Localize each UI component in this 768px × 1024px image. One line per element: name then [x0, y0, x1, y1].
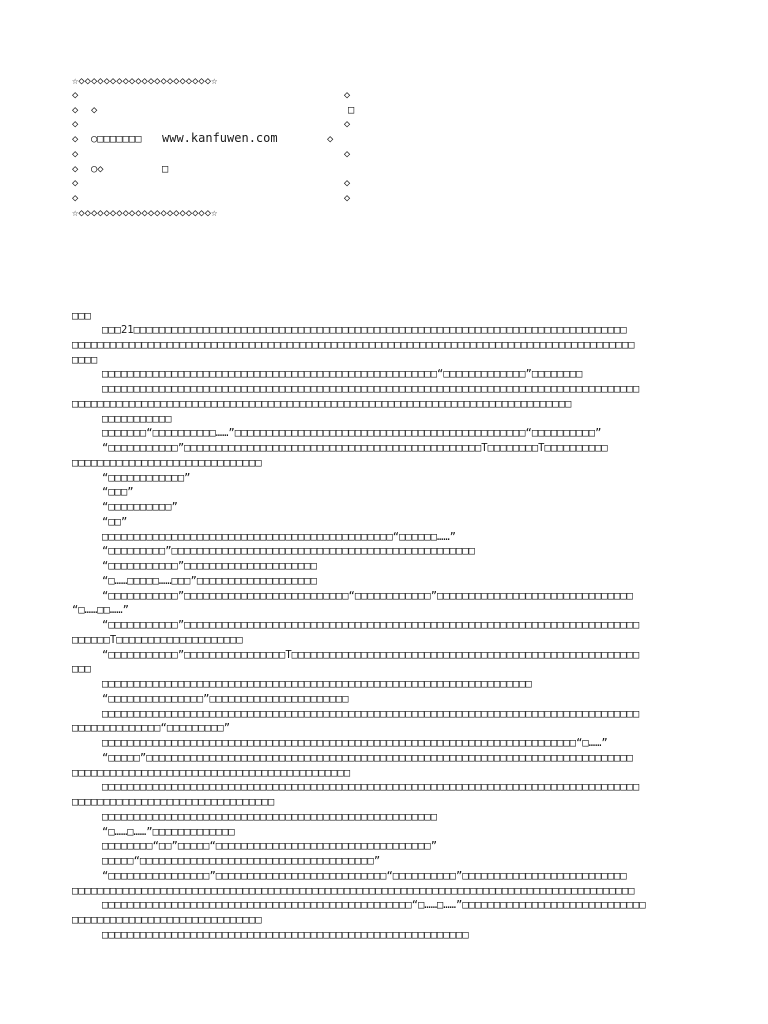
body-line: □□□□□□□□□□□□□□□□□□□□□□□□□□□□□□□□□□□□□□□□□□□□□□□□□□□□□□□□□□□□□□□□□□□□□□□□□□□□□□□□□□□□□: [102, 707, 640, 720]
banner-row: ◇ ○◇: [72, 163, 104, 175]
banner-row: ◇ ◇: [72, 118, 351, 130]
banner-row: ◇ ◇: [72, 148, 351, 160]
body-line: □□□□: [72, 353, 98, 366]
body-line: □□□: [72, 663, 91, 676]
banner-row: ◇ ◇: [72, 192, 351, 204]
body-line: “□□”: [102, 515, 128, 528]
body-line: “□□□□□□□□□□□□”: [102, 471, 191, 484]
body-line: □□□□□□□□□□□□□□□□□□□□□□□□□□□□□□□□□□□□□□□□□□□□□□□□□□□□□“□□□□□□□□□□□□□”□□□□□□□□: [102, 368, 583, 381]
body-line: □□□21□□□□□□□□□□□□□□□□□□□□□□□□□□□□□□□□□□□□□□□□□□□□□□□□□□□□□□□□□□□□□□□□□□□□□□□□□□□□□□: [102, 324, 627, 336]
banner-row: ◇ ◇: [72, 177, 351, 189]
body-line: “□□□”: [102, 486, 134, 499]
body-line: □□□□□□□□□□□□□□□□□□□□□□□□□□□□□□□□□□□□□□□□□□□□□□□□□□□□□□□□□□□□□□□□□□□□□□□□□□□□□□□□□□□□□: [102, 383, 640, 395]
body-line: □□□□□□□□□□□□□□□□□□□□□□□□□□□□□□□□□□□□□□□□□□□□□□□□□□□□□□□□□□□□□□□□□□□□□□□□□□□□□□□: [72, 397, 572, 410]
body-line: “□□□□□□□□□”□□□□□□□□□□□□□□□□□□□□□□□□□□□□□□□□□□□□□□□□□□□□□□□□: [102, 545, 475, 558]
body-line: □□□□□□□□□□□□□□“□□□□□□□□□”: [72, 722, 231, 735]
banner-border-top: ☆◇◇◇◇◇◇◇◇◇◇◇◇◇◇◇◇◇◇◇◇◇☆: [72, 75, 218, 87]
body-line: “□□□□□□□□□□□”□□□□□□□□□□□□□□□□□□□□□□□□□□“□□□□□□□□□□□□”□□□□□□□□□□□□□□□□□□□□□□□□□□□□□□□: [102, 589, 634, 602]
body-line: □□□□□□□□□□□□□□□□□□□□□□□□□□□□□□□□□□□□□□□□□□□□□□□□□□□□□: [102, 810, 438, 823]
body-line: □□□□□□□□□□□□□□□□□□□□□□□□□□□□□□: [72, 456, 262, 469]
body-line: □□□□□□□□□□□□□□□□□□□□□□□□□□□□□□□□□□□□□□□□□□□□□□“□□□□□□……”: [102, 530, 457, 543]
body-line: □□□□□□□□□□□□□□□□□□□□□□□□□□□□□□□□□□□□□□□□□□□□□□□□□□□□□□□□□□□□□□□□□□□□: [102, 678, 532, 690]
banner-border-bottom: ☆◇◇◇◇◇◇◇◇◇◇◇◇◇◇◇◇◇◇◇◇◇☆: [72, 207, 218, 219]
body-line: “□□□□□□□□□□□”□□□□□□□□□□□□□□□□T□□□□□□□□□□□□□□□□□□□□□□□□□□□□□□□□□□□□□□□□□□□□□□□□□□□□□□□: [102, 648, 640, 661]
chapter-heading: □□□: [72, 310, 91, 322]
body-line: “□……□……”□□□□□□□□□□□□□: [102, 825, 235, 838]
body-line: □□□□□□□□□□□□□□□□□□□□□□□□□□□□□□□□□□□□□□□□□□□□□□□□□□□□□□□□□□: [102, 928, 469, 941]
body-line: “□□□□□□□□□□□□□□□”□□□□□□□□□□□□□□□□□□□□□□: [102, 692, 349, 705]
banner-row: ◇ ○□□□□□□□: [72, 133, 142, 145]
body-line: “□……□□□□□……□□□”□□□□□□□□□□□□□□□□□□□: [102, 574, 317, 587]
body-line: □□□□□□T□□□□□□□□□□□□□□□□□□□□: [72, 633, 243, 646]
body-line: “□□□□□□□□□□□□□□□□”□□□□□□□□□□□□□□□□□□□□□□□□□□□“□□□□□□□□□□”□□□□□□□□□□□□□□□□□□□□□□□□□□: [102, 869, 627, 882]
body-line: □□□□□□□□□□□□□□□□□□□□□□□□□□□□□□□□□□□□□□□□□□□□□□□□□□□□□□□□□□□□□□□□□□□□□□□□□□□□□□□□□□□□□: [102, 781, 640, 794]
body-line: “□……□□……”: [72, 604, 129, 617]
body-line: □□□□□□□□“□□”□□□□□“□□□□□□□□□□□□□□□□□□□□□□□□□□□□□□□□□□”: [102, 840, 438, 853]
body-line: “□□□□□□□□□□□”□□□□□□□□□□□□□□□□□□□□□□□□□□□□□□□□□□□□□□□□□□□□□□□T□□□□□□□□T□□□□□□□□□□: [102, 442, 608, 454]
body-line: □□□□□□□□□□□□□□□□□□□□□□□□□□□□□□□□□□□□□□□□□□□□□□□□□□□□□□□□□□□□□□□□□□□□□□□□□□□“□……”: [102, 737, 608, 749]
body-line: “□□□□□□□□□□□”□□□□□□□□□□□□□□□□□□□□□□□□□□□□□□□□□□□□□□□□□□□□□□□□□□□□□□□□□□□□□□□□□□□□□□□□: [102, 619, 640, 631]
banner-row-glyph: ◇: [327, 133, 334, 145]
banner-row-glyph: □: [162, 163, 169, 175]
body-line: □□□□□□□“□□□□□□□□□□……”□□□□□□□□□□□□□□□□□□□□□□□□□□□□□□□□□□□□□□□□□□□□□□“□□□□□□□□□□”: [102, 427, 602, 440]
body-line: □□□□□□□□□□□□□□□□□□□□□□□□□□□□□□□□: [72, 796, 275, 808]
banner-row: ◇ ◇: [72, 104, 98, 116]
banner-row-glyph: □: [348, 104, 355, 116]
body-line: □□□□□□□□□□□□□□□□□□□□□□□□□□□□□□□□□□□□□□□□□□□□□□□□□□□□□□□□□□□□□□□□□□□□□□□□□□□□□□□□□□□□□□□□□: [72, 338, 635, 351]
body-line: “□□□□□□□□□□”: [102, 501, 178, 513]
body-line: □□□□□□□□□□□□□□□□□□□□□□□□□□□□□□□□□□□□□□□□□□□□□□□□□“□……□……”□□□□□□□□□□□□□□□□□□□□□□□□□□□□□: [102, 899, 646, 912]
body-line: □□□□□“□□□□□□□□□□□□□□□□□□□□□□□□□□□□□□□□□□□□□”: [102, 855, 381, 867]
body-line: □□□□□□□□□□□: [102, 412, 172, 425]
body-line: □□□□□□□□□□□□□□□□□□□□□□□□□□□□□□□□□□□□□□□□□□□□□□□□□□□□□□□□□□□□□□□□□□□□□□□□□□□□□□□□□□□□□□□□□: [72, 884, 635, 897]
body-line: □□□□□□□□□□□□□□□□□□□□□□□□□□□□□□□□□□□□□□□□□□□□: [72, 766, 351, 779]
body-line: “□□□□□”□□□□□□□□□□□□□□□□□□□□□□□□□□□□□□□□□□□□□□□□□□□□□□□□□□□□□□□□□□□□□□□□□□□□□□□□□□□□□: [102, 751, 634, 764]
body-line: “□□□□□□□□□□□”□□□□□□□□□□□□□□□□□□□□□: [102, 560, 317, 572]
site-url-link[interactable]: www.kanfuwen.com: [162, 131, 278, 145]
banner-row: ◇ ◇: [72, 89, 351, 101]
body-line: □□□□□□□□□□□□□□□□□□□□□□□□□□□□□□: [72, 914, 262, 926]
